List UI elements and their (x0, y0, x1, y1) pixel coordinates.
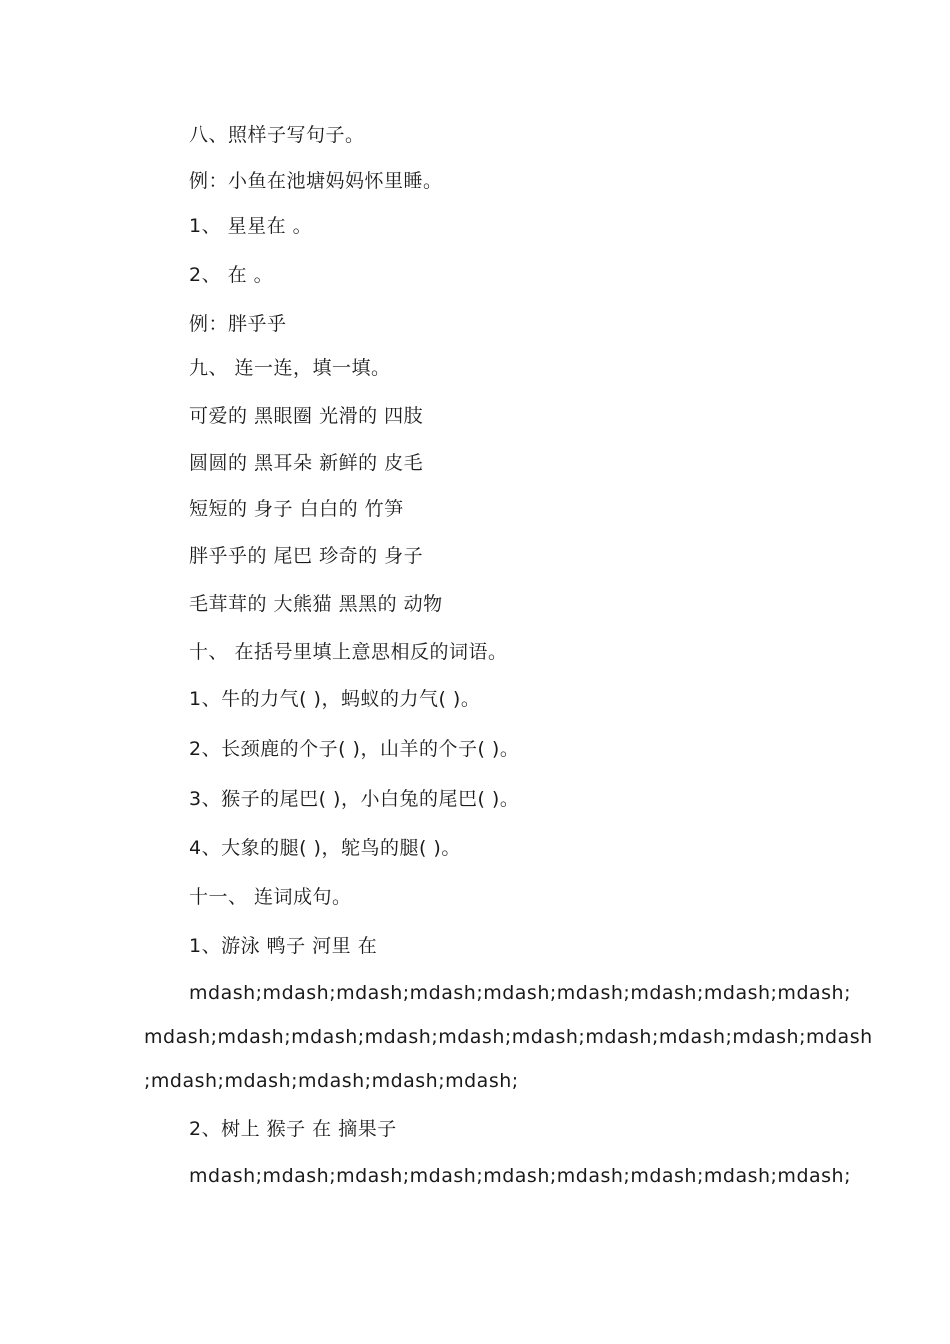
antonym-item-1: 1、牛的力气( )，蚂蚁的力气( )。 (189, 688, 481, 710)
matching-row-3: 短短的 身子 白白的 竹笋 (189, 498, 404, 520)
matching-row-4: 胖乎乎的 尾巴 珍奇的 身子 (189, 545, 424, 567)
antonym-item-2: 2、长颈鹿的个子( )，山羊的个子( )。 (189, 738, 520, 760)
matching-row-5: 毛茸茸的 大熊猫 黑黑的 动物 (189, 593, 443, 615)
section-11-heading: 十一、 连词成句。 (189, 886, 352, 908)
section-9-heading: 九、 连一连，填一填。 (189, 357, 391, 379)
exercise-8-item-1: 1、 星星在 。 (189, 215, 313, 237)
answer-line-2a: mdash;mdash;mdash;mdash;mdash;mdash;mdash;mdash;mdash; (189, 1165, 851, 1187)
example-word: 例：胖乎乎 (189, 313, 287, 335)
matching-row-2: 圆圆的 黑耳朵 新鲜的 皮毛 (189, 452, 424, 474)
exercise-8-item-2: 2、 在 。 (189, 264, 274, 286)
matching-row-1: 可爱的 黑眼圈 光滑的 四肢 (189, 405, 424, 427)
section-10-heading: 十、 在括号里填上意思相反的词语。 (189, 641, 508, 663)
antonym-item-3: 3、猴子的尾巴( )，小白兔的尾巴( )。 (189, 788, 520, 810)
answer-line-1c: ;mdash;mdash;mdash;mdash;mdash; (144, 1070, 519, 1092)
answer-line-1b: mdash;mdash;mdash;mdash;mdash;mdash;mdash;mdash;mdash;mdash (144, 1026, 873, 1048)
example-sentence: 例：小鱼在池塘妈妈怀里睡。 (189, 170, 443, 192)
section-8-heading: 八、照样子写句子。 (189, 124, 365, 146)
sentence-item-2: 2、树上 猴子 在 摘果子 (189, 1118, 397, 1140)
antonym-item-4: 4、大象的腿( )，鸵鸟的腿( )。 (189, 837, 461, 859)
answer-line-1a: mdash;mdash;mdash;mdash;mdash;mdash;mdash;mdash;mdash; (189, 982, 851, 1004)
sentence-item-1: 1、游泳 鸭子 河里 在 (189, 935, 378, 957)
